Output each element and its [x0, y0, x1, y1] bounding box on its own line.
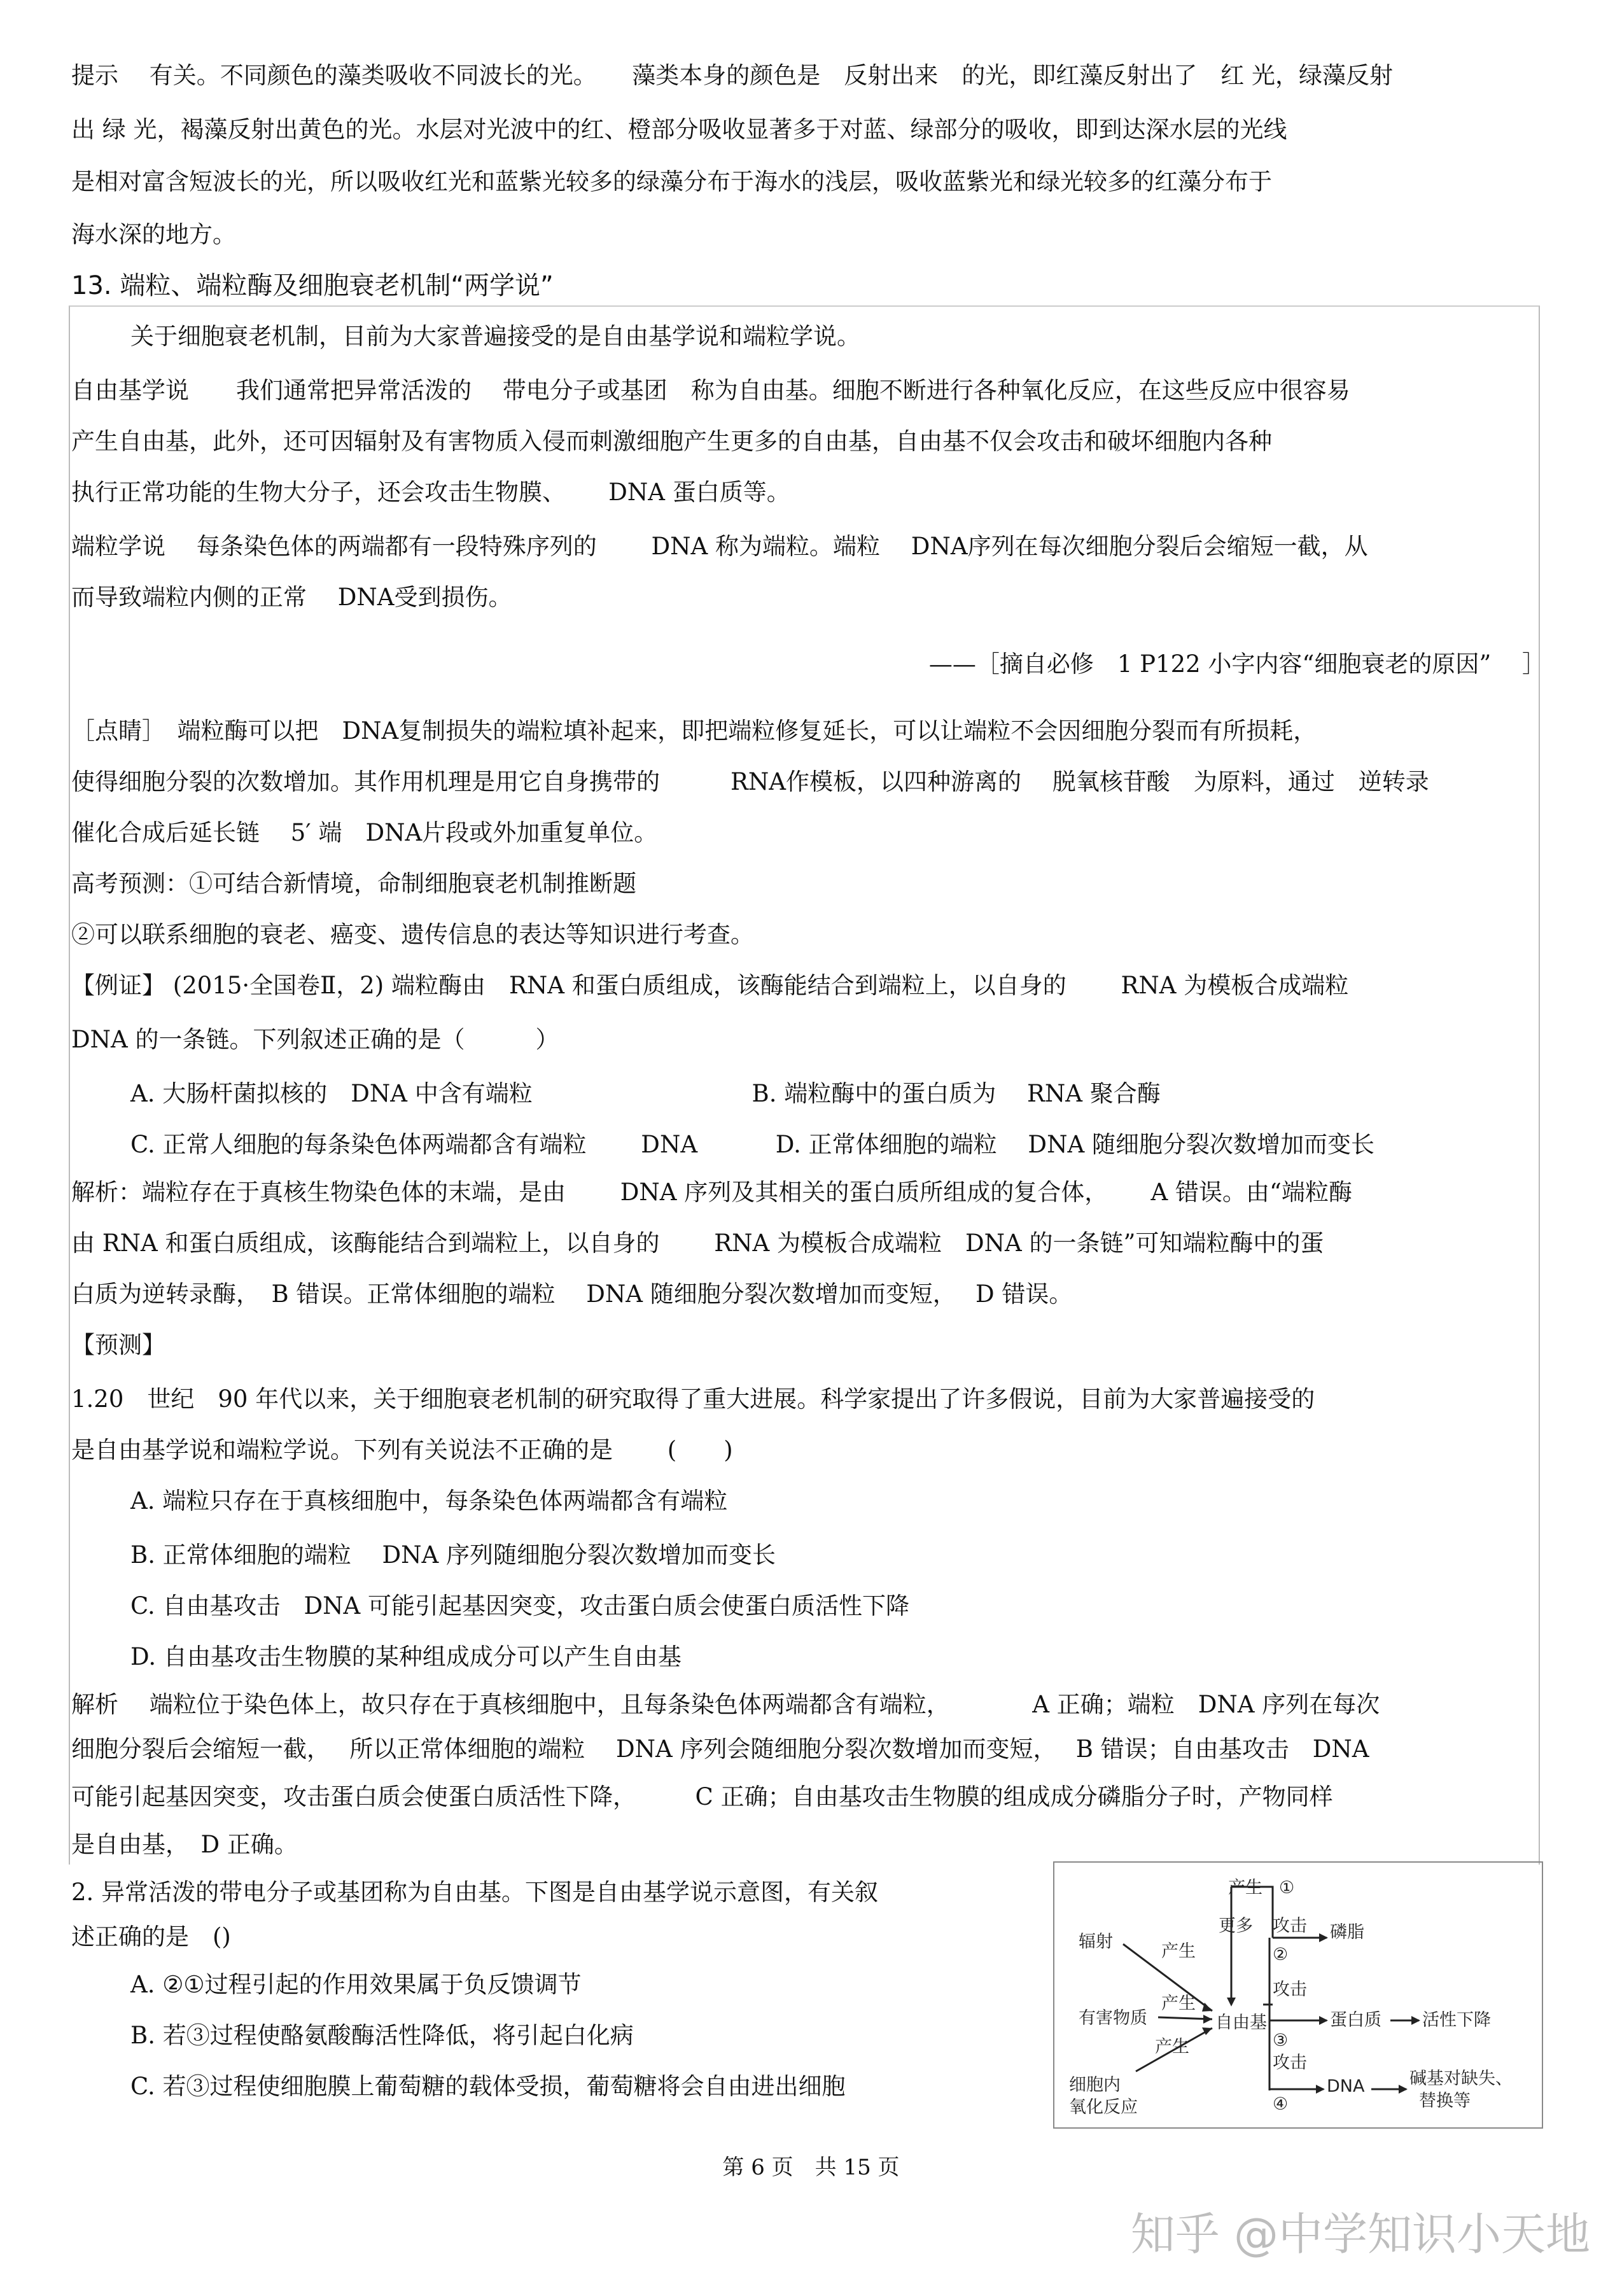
- label-attack-2: 攻击: [1273, 1980, 1307, 1999]
- label-phospholipid: 磷脂: [1330, 1922, 1364, 1942]
- num-3: ③: [1273, 2031, 1289, 2050]
- section-title: 13. 端粒、端粒酶及细胞衰老机制“两学说”: [71, 271, 554, 300]
- body-line: 白质为逆转录酶， B 错误。正常体细胞的端粒 DNA 随细胞分裂次数增加而变短， D 错误。: [71, 1280, 1073, 1308]
- free-radical-diagram: [1053, 1861, 1543, 2129]
- page-footer: 第 6 页 共 15 页: [722, 2155, 900, 2180]
- body-line: ②可以联系细胞的衰老、癌变、遗传信息的表达等知识进行考查。: [71, 921, 754, 948]
- body-line: ［点睛］ 端粒酶可以把 DNA复制损失的端粒填补起来，即把端粒修复延长，可以让端粒不会因细胞分裂而有所损耗，: [71, 717, 1317, 745]
- intro-line: 海水深的地方。: [71, 221, 236, 248]
- body-line: B. 若③过程使酪氨酸酶活性降低，将引起白化病: [130, 2022, 634, 2049]
- body-line: 【预测】: [71, 1331, 165, 1359]
- arrowhead-5: [1319, 1933, 1328, 1942]
- body-line: A. 端粒只存在于真核细胞中，每条染色体两端都含有端粒: [130, 1487, 728, 1515]
- body-line: 可能引起基因突变，攻击蛋白质会使蛋白质活性下降， C 正确；自由基攻击生物膜的组成成分磷脂分子时，产物同样: [71, 1783, 1333, 1810]
- arrowhead-9: [1399, 2085, 1408, 2094]
- body-line: DNA 的一条链。下列叙述正确的是（ ）: [71, 1026, 559, 1053]
- body-line: 【例证】 (2015·全国卷Ⅱ，2) 端粒酶由 RNA 和蛋白质组成，该酶能结合到端粒上，以自身的 RNA 为模板合成端粒: [71, 972, 1349, 999]
- arrowhead-2: [1203, 2015, 1212, 2024]
- body-line: 使得细胞分裂的次数增加。其作用机理是用它自身携带的 RNA作模板，以四种游离的 脱氧核苷酸 为原料，通过 逆转录: [71, 768, 1429, 795]
- arrowhead-4: [1227, 1998, 1236, 2006]
- body-line: A. ②①过程引起的作用效果属于负反馈调节: [130, 1971, 582, 1998]
- label-base-loss-1: 碱基对缺失、: [1409, 2069, 1513, 2089]
- arrowhead-8: [1316, 2085, 1325, 2094]
- box-line: 而导致端粒内侧的正常 DNA受到损伤。: [71, 584, 512, 611]
- arrowhead-7: [1411, 2016, 1420, 2025]
- body-line: A. 大肠杆菌拟核的 DNA 中含有端粒 B. 端粒酶中的蛋白质为 RNA 聚合酶: [130, 1080, 1161, 1107]
- body-line: 述正确的是 (): [71, 1923, 231, 1950]
- box-line: 关于细胞衰老机制，目前为大家普遍接受的是自由基学说和端粒学说。: [130, 323, 860, 350]
- body-line: 是自由基， D 正确。: [71, 1831, 298, 1858]
- label-produce-2: 产生: [1161, 1994, 1196, 2013]
- label-oxidation-2: 氧化反应: [1069, 2097, 1138, 2117]
- num-4: ④: [1273, 2094, 1289, 2114]
- body-line: B. 正常体细胞的端粒 DNA 序列随细胞分裂次数增加而变长: [130, 1541, 776, 1569]
- label-attack-3: 攻击: [1273, 2053, 1307, 2073]
- arrow-oxidation: [1136, 2028, 1212, 2071]
- body-line: C. 正常人细胞的每条染色体两端都含有端粒 DNA D. 正常体细胞的端粒 DNA 随细胞分裂次数增加而变长: [130, 1131, 1374, 1158]
- label-radiation: 辐射: [1079, 1932, 1113, 1952]
- box-line: 端粒学说 每条染色体的两端都有一段特殊序列的 DNA 称为端粒。端粒 DNA序列在每次细胞分裂后会缩短一截，从: [71, 533, 1368, 560]
- label-produce-top: 产生: [1228, 1878, 1262, 1898]
- label-attack-1: 攻击: [1273, 1916, 1307, 1936]
- box-line: 自由基学说 我们通常把异常活泼的 带电分子或基团 称为自由基。细胞不断进行各种氧化反应，在这些反应中很容易: [71, 377, 1350, 404]
- label-activity-down: 活性下降: [1422, 2010, 1491, 2030]
- body-line: 解析：端粒存在于真核生物染色体的末端，是由 DNA 序列及其相关的蛋白质所组成的复合体， A 错误。由“端粒酶: [71, 1179, 1352, 1206]
- body-line: 是自由基学说和端粒学说。下列有关说法不正确的是 ( ): [71, 1436, 733, 1464]
- intro-line: 出 绿 光，褐藻反射出黄色的光。水层对光波中的红、橙部分吸收显著多于对蓝、绿部分的吸收，即到达深水层的光线: [71, 116, 1287, 143]
- box-line: 产生自由基，此外，还可因辐射及有害物质入侵而刺激细胞产生更多的自由基，自由基不仅会攻击和破坏细胞内各种: [71, 428, 1272, 455]
- label-produce-1: 产生: [1161, 1942, 1196, 1961]
- body-line: 解析 端粒位于染色体上，故只存在于真核细胞中，且每条染色体两端都含有端粒， A 正确；端粒 DNA 序列在每次: [71, 1691, 1380, 1718]
- body-line: 催化合成后延长链 5′ 端 DNA片段或外加重复单位。: [71, 819, 658, 846]
- intro-line: 提示 有关。不同颜色的藻类吸收不同波长的光。 藻类本身的颜色是 反射出来 的光，即红藻反射出了 红 光，绿藻反射: [71, 62, 1394, 89]
- label-dna: DNA: [1327, 2076, 1365, 2096]
- num-2: ②: [1273, 1945, 1289, 1964]
- body-line: 细胞分裂后会缩短一截， 所以正常体细胞的端粒 DNA 序列会随细胞分裂次数增加而变短， B 错误；自由基攻击 DNA: [71, 1735, 1369, 1763]
- box-line: 执行正常功能的生物大分子，还会攻击生物膜、 DNA 蛋白质等。: [71, 479, 790, 506]
- label-base-loss-2: 替换等: [1419, 2091, 1471, 2111]
- body-line: C. 若③过程使细胞膜上葡萄糖的载体受损，葡萄糖将会自由进出细胞: [130, 2073, 846, 2100]
- body-line: 由 RNA 和蛋白质组成，该酶能结合到端粒上，以自身的 RNA 为模板合成端粒 DNA 的一条链”可知端粒酶中的蛋: [71, 1229, 1324, 1257]
- label-free-radical: 自由基: [1215, 2013, 1267, 2033]
- label-protein: 蛋白质: [1330, 2010, 1381, 2030]
- label-oxidation-1: 细胞内: [1069, 2075, 1121, 2095]
- num-1: ①: [1279, 1878, 1295, 1898]
- label-produce-3: 产生: [1155, 2037, 1189, 2057]
- arrowhead-6: [1319, 2016, 1328, 2025]
- body-line: D. 自由基攻击生物膜的某种组成成分可以产生自由基: [130, 1643, 682, 1670]
- body-line: 高考预测：①可结合新情境，命制细胞衰老机制推断题: [71, 870, 636, 897]
- body-line: 2. 异常活泼的带电分子或基团称为自由基。下图是自由基学说示意图，有关叙: [71, 1879, 879, 1906]
- label-more: 更多: [1219, 1916, 1253, 1936]
- watermark: 知乎 @中学知识小天地: [1130, 2208, 1590, 2260]
- intro-line: 是相对富含短波长的光，所以吸收红光和蓝紫光较多的绿藻分布于海水的浅层，吸收蓝紫光和绿光较多的红藻分布于: [71, 168, 1272, 195]
- label-harmful: 有害物质: [1079, 2008, 1147, 2028]
- body-line: 1.20 世纪 90 年代以来，关于细胞衰老机制的研究取得了重大进展。科学家提出了许多假说，目前为大家普遍接受的: [71, 1385, 1315, 1413]
- body-line: C. 自由基攻击 DNA 可能引起基因突变，攻击蛋白质会使蛋白质活性下降: [130, 1592, 910, 1620]
- citation: ——［摘自必修 1 P122 小字内容“细胞衰老的原因” ］: [928, 650, 1546, 678]
